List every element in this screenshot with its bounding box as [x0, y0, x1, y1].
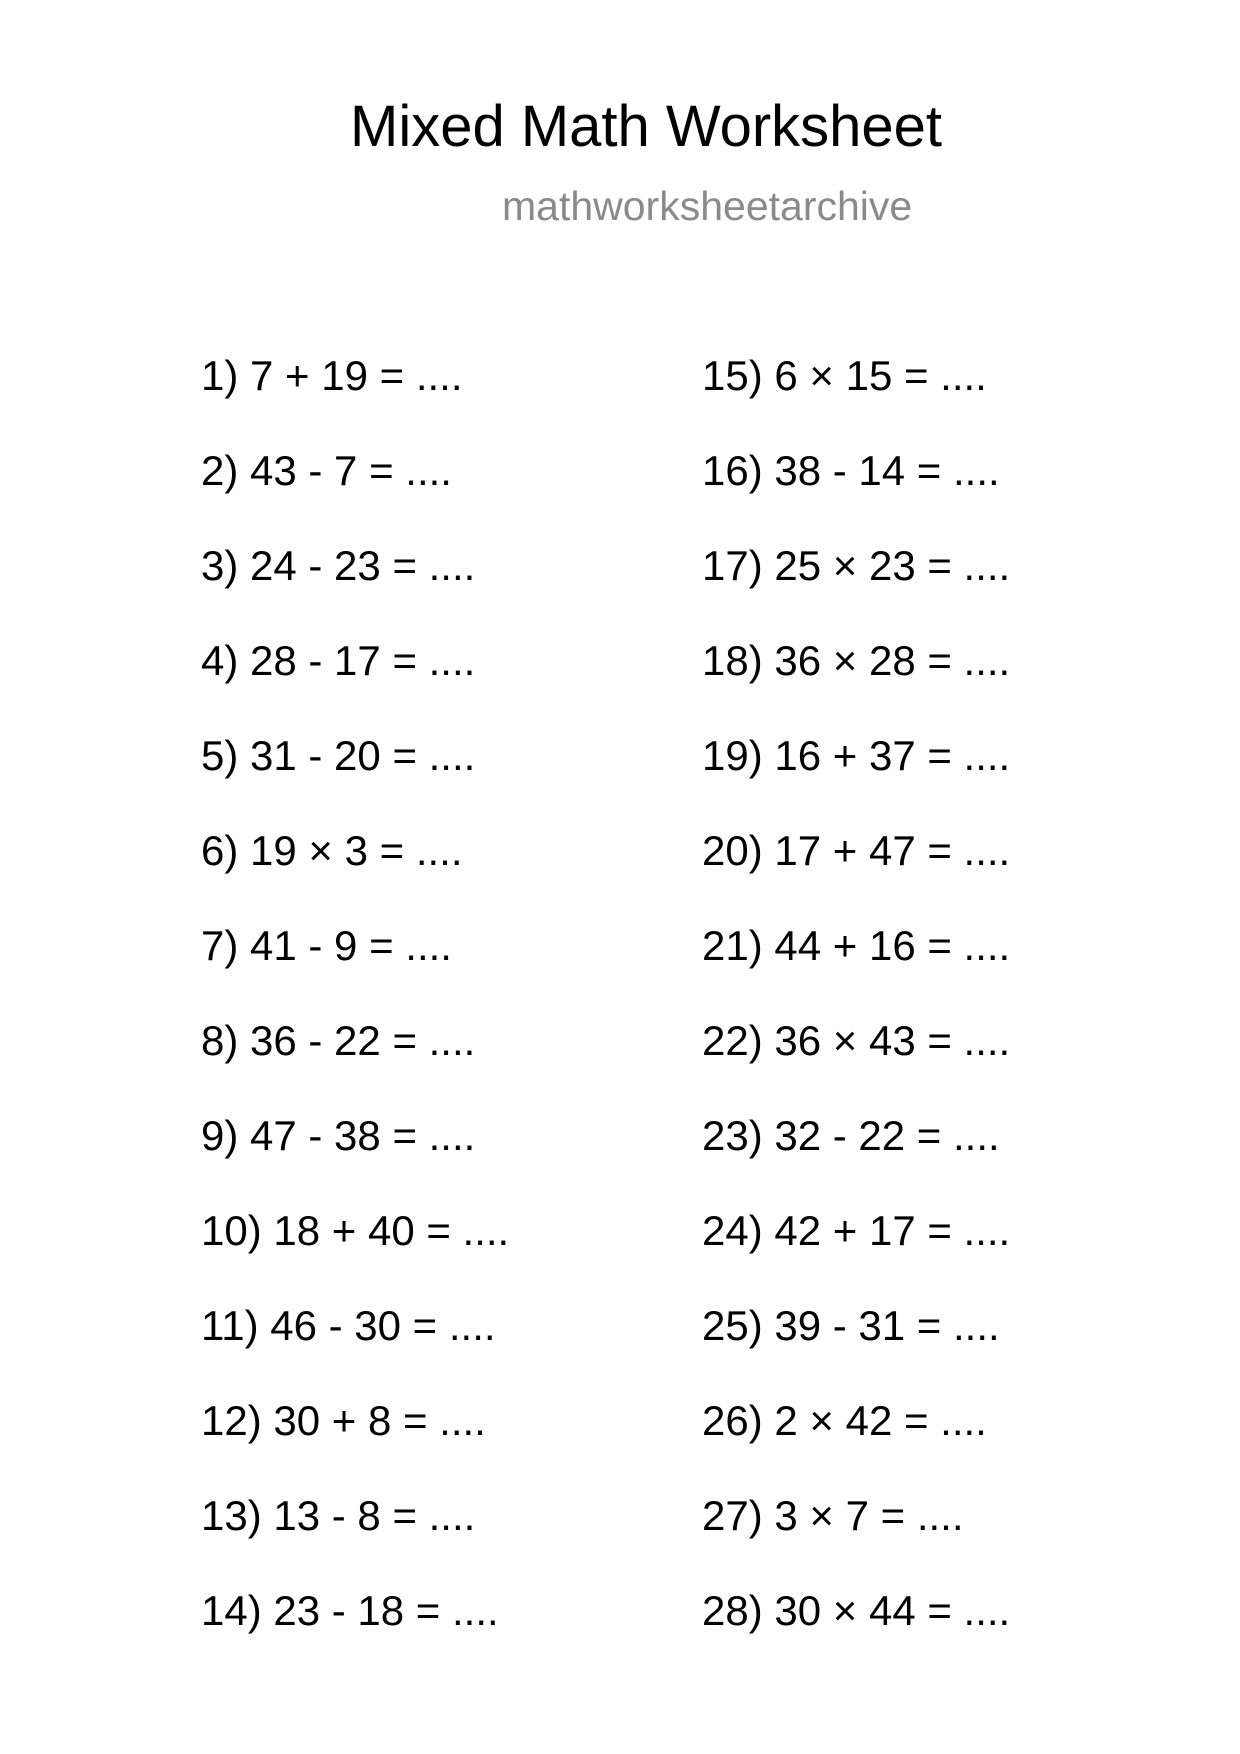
problem-19: 19) 16 + 37 = ....	[702, 732, 1011, 779]
problem-27: 27) 3 × 7 = ....	[702, 1492, 964, 1539]
problem-7: 7) 41 - 9 = ....	[201, 922, 452, 969]
problem-3: 3) 24 - 23 = ....	[201, 542, 476, 589]
problem-26: 26) 2 × 42 = ....	[702, 1397, 987, 1444]
problem-12: 12) 30 + 8 = ....	[201, 1397, 486, 1444]
problem-21: 21) 44 + 16 = ....	[702, 922, 1011, 969]
problem-14: 14) 23 - 18 = ....	[201, 1587, 499, 1634]
worksheet-source: mathworksheetarchive	[502, 183, 913, 229]
problem-6: 6) 19 × 3 = ....	[201, 827, 463, 874]
problem-15: 15) 6 × 15 = ....	[702, 352, 987, 399]
worksheet-title: Mixed Math Worksheet	[350, 94, 943, 159]
problem-25: 25) 39 - 31 = ....	[702, 1302, 1000, 1349]
problem-28: 28) 30 × 44 = ....	[702, 1587, 1011, 1634]
problem-23: 23) 32 - 22 = ....	[702, 1112, 1000, 1159]
problem-4: 4) 28 - 17 = ....	[201, 637, 476, 684]
problem-18: 18) 36 × 28 = ....	[702, 637, 1011, 684]
problem-24: 24) 42 + 17 = ....	[702, 1207, 1011, 1254]
problem-1: 1) 7 + 19 = ....	[201, 352, 463, 399]
problem-17: 17) 25 × 23 = ....	[702, 542, 1011, 589]
problem-16: 16) 38 - 14 = ....	[702, 447, 1000, 494]
problem-column-right	[702, 352, 1011, 1685]
problem-2: 2) 43 - 7 = ....	[201, 447, 452, 494]
problem-9: 9) 47 - 38 = ....	[201, 1112, 476, 1159]
problem-10: 10) 18 + 40 = ....	[201, 1207, 510, 1254]
problem-22: 22) 36 × 43 = ....	[702, 1017, 1011, 1064]
problem-5: 5) 31 - 20 = ....	[201, 732, 476, 779]
problem-13: 13) 13 - 8 = ....	[201, 1492, 476, 1539]
problem-20: 20) 17 + 47 = ....	[702, 827, 1011, 874]
problem-11: 11) 46 - 30 = ....	[201, 1302, 496, 1349]
problem-8: 8) 36 - 22 = ....	[201, 1017, 476, 1064]
problem-column-left	[201, 352, 510, 1685]
